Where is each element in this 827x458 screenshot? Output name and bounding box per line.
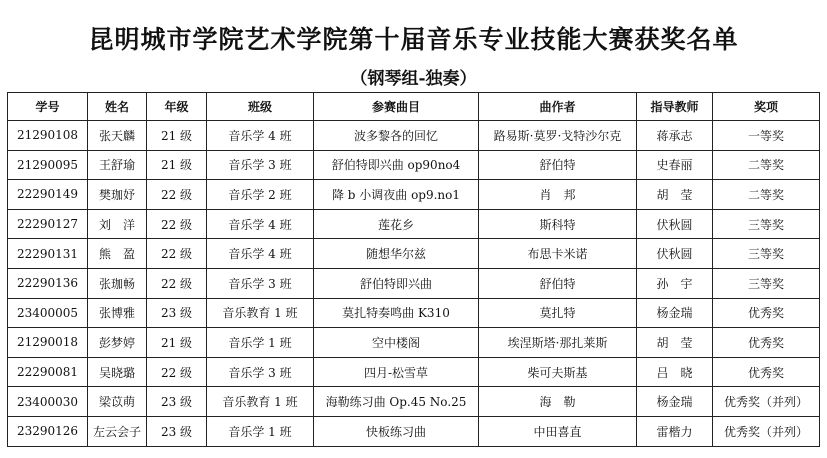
cell-student-id: 21290095 [8, 150, 88, 180]
cell-class: 音乐学 2 班 [207, 180, 314, 210]
cell-grade: 23 级 [147, 416, 207, 446]
cell-student-name: 梁苡萌 [88, 387, 147, 417]
cell-award: 优秀奖（并列） [713, 416, 820, 446]
cell-student-name: 左云会子 [88, 416, 147, 446]
cell-piece: 随想华尔兹 [314, 239, 479, 269]
cell-class: 音乐学 1 班 [207, 328, 314, 358]
table-row [8, 268, 820, 298]
table-row [8, 387, 820, 417]
cell-award: 优秀奖 [713, 357, 820, 387]
cell-student-name: 吴晓璐 [88, 357, 147, 387]
table-row [8, 150, 820, 180]
cell-class: 音乐学 4 班 [207, 121, 314, 151]
cell-teacher: 史春丽 [637, 150, 713, 180]
cell-composer: 布思卡米诺 [479, 239, 637, 269]
table-row [8, 416, 820, 446]
awards-table [7, 92, 820, 447]
cell-award: 优秀奖 [713, 298, 820, 328]
cell-class: 音乐学 3 班 [207, 150, 314, 180]
cell-student-id: 21290018 [8, 328, 88, 358]
cell-class: 音乐学 1 班 [207, 416, 314, 446]
cell-student-name: 王舒瑜 [88, 150, 147, 180]
cell-piece: 舒伯特即兴曲 op90no4 [314, 150, 479, 180]
cell-teacher: 孙 宇 [637, 268, 713, 298]
cell-composer: 肖 邦 [479, 180, 637, 210]
page-subtitle: （钢琴组-独奏） [350, 69, 477, 89]
cell-piece: 波多黎各的回忆 [314, 121, 479, 151]
cell-grade: 23 级 [147, 298, 207, 328]
cell-grade: 21 级 [147, 150, 207, 180]
header-grade: 年级 [147, 93, 207, 121]
cell-award: 二等奖 [713, 180, 820, 210]
cell-student-name: 彭梦婷 [88, 328, 147, 358]
cell-award: 优秀奖（并列） [713, 387, 820, 417]
cell-student-id: 22290081 [8, 357, 88, 387]
cell-student-id: 23400005 [8, 298, 88, 328]
cell-grade: 21 级 [147, 121, 207, 151]
cell-grade: 22 级 [147, 209, 207, 239]
cell-composer: 柴可夫斯基 [479, 357, 637, 387]
cell-piece: 快板练习曲 [314, 416, 479, 446]
cell-composer: 舒伯特 [479, 268, 637, 298]
cell-grade: 22 级 [147, 239, 207, 269]
table-row [8, 328, 820, 358]
cell-piece: 莲花乡 [314, 209, 479, 239]
cell-composer: 中田喜直 [479, 416, 637, 446]
cell-student-id: 22290127 [8, 209, 88, 239]
cell-composer: 埃涅斯塔·那扎莱斯 [479, 328, 637, 358]
cell-student-name: 刘 洋 [88, 209, 147, 239]
cell-composer: 海 勒 [479, 387, 637, 417]
cell-grade: 21 级 [147, 328, 207, 358]
cell-teacher: 伏秋圆 [637, 209, 713, 239]
cell-composer: 舒伯特 [479, 150, 637, 180]
cell-teacher: 雷楷力 [637, 416, 713, 446]
cell-student-id: 22290136 [8, 268, 88, 298]
table-row [8, 209, 820, 239]
cell-student-id: 22290149 [8, 180, 88, 210]
cell-award: 三等奖 [713, 268, 820, 298]
cell-teacher: 伏秋圆 [637, 239, 713, 269]
cell-piece: 舒伯特即兴曲 [314, 268, 479, 298]
cell-teacher: 吕 晓 [637, 357, 713, 387]
cell-class: 音乐学 3 班 [207, 357, 314, 387]
header-award: 奖项 [713, 93, 820, 121]
cell-piece: 海勒练习曲 Op.45 No.25 [314, 387, 479, 417]
cell-student-id: 21290108 [8, 121, 88, 151]
cell-student-name: 张珈畅 [88, 268, 147, 298]
cell-award: 二等奖 [713, 150, 820, 180]
table-row [8, 121, 820, 151]
cell-piece: 莫扎特奏鸣曲 K310 [314, 298, 479, 328]
cell-class: 音乐学 4 班 [207, 209, 314, 239]
header-student-id: 学号 [8, 93, 88, 121]
cell-student-name: 张博雅 [88, 298, 147, 328]
header-composer: 曲作者 [479, 93, 637, 121]
table-row [8, 298, 820, 328]
table-row [8, 180, 820, 210]
cell-grade: 22 级 [147, 357, 207, 387]
header-class: 班级 [207, 93, 314, 121]
cell-student-id: 23290126 [8, 416, 88, 446]
cell-grade: 22 级 [147, 268, 207, 298]
cell-student-id: 22290131 [8, 239, 88, 269]
cell-teacher: 杨金瑞 [637, 298, 713, 328]
cell-teacher: 胡 莹 [637, 328, 713, 358]
header-piece: 参赛曲目 [314, 93, 479, 121]
cell-grade: 22 级 [147, 180, 207, 210]
cell-teacher: 蒋承志 [637, 121, 713, 151]
table-body [8, 121, 820, 447]
cell-student-name: 张天麟 [88, 121, 147, 151]
cell-teacher: 胡 莹 [637, 180, 713, 210]
cell-student-id: 23400030 [8, 387, 88, 417]
cell-class: 音乐学 3 班 [207, 268, 314, 298]
cell-grade: 23 级 [147, 387, 207, 417]
header-name: 姓名 [88, 93, 147, 121]
cell-award: 三等奖 [713, 209, 820, 239]
cell-teacher: 杨金瑞 [637, 387, 713, 417]
cell-piece: 空中楼阁 [314, 328, 479, 358]
cell-piece: 四月-松雪草 [314, 357, 479, 387]
cell-student-name: 熊 盈 [88, 239, 147, 269]
cell-award: 一等奖 [713, 121, 820, 151]
cell-composer: 斯科特 [479, 209, 637, 239]
cell-class: 音乐教育 1 班 [207, 387, 314, 417]
cell-piece: 降 b 小调夜曲 op9.no1 [314, 180, 479, 210]
cell-award: 优秀奖 [713, 328, 820, 358]
page-title: 昆明城市学院艺术学院第十届音乐专业技能大赛获奖名单 [88, 25, 739, 54]
header-teacher: 指导教师 [637, 93, 713, 121]
cell-class: 音乐学 4 班 [207, 239, 314, 269]
cell-composer: 路易斯·莫罗·戈特沙尔克 [479, 121, 637, 151]
cell-student-name: 樊珈妤 [88, 180, 147, 210]
table-header-row [8, 93, 820, 121]
cell-award: 三等奖 [713, 239, 820, 269]
cell-composer: 莫扎特 [479, 298, 637, 328]
table-row [8, 357, 820, 387]
cell-class: 音乐教育 1 班 [207, 298, 314, 328]
table-row [8, 239, 820, 269]
